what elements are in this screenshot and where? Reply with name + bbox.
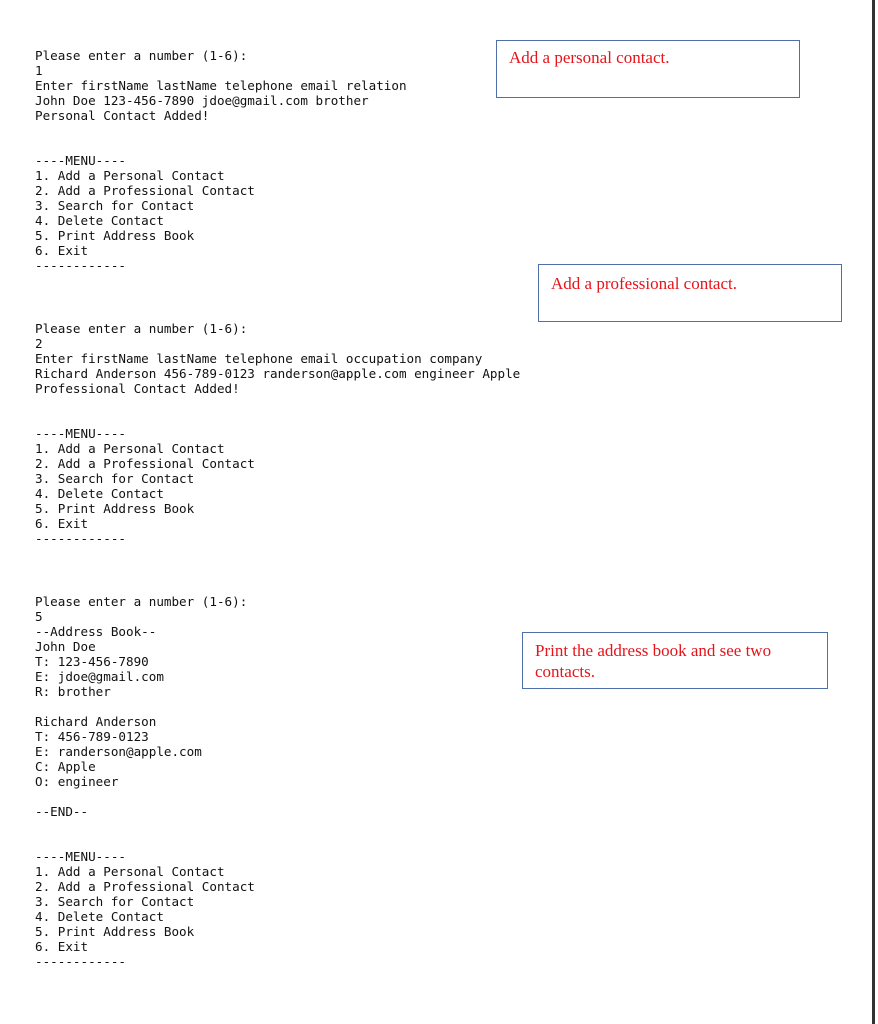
console-session-add-professional: Please enter a number (1-6): 2 Enter firstName lastName telephone email occupation company Richard Anderson 456-789-0123 randerson@apple.com engineer Apple Professional Contact Added! ----MENU---- 1. Add a Personal Contact 2. Add a Professional Contact 3. Search for Contact 4. Delete Contact 5. Print Address Book 6. Exit ------------: [35, 321, 521, 546]
annotation-add-personal-contact: Add a personal contact.: [496, 40, 800, 98]
console-session-add-personal: Please enter a number (1-6): 1 Enter firstName lastName telephone email relation John Doe 123-456-7890 jdoe@gmail.com brother Personal Contact Added! ----MENU---- 1. Add a Personal Contact 2. Add a Professional Contact 3. Search for Contact 4. Delete Contact 5. Print Address Book 6. Exit ------------: [35, 48, 407, 273]
console-session-print-address-book: Please enter a number (1-6): 5 --Address Book-- John Doe T: 123-456-7890 E: jdoe@gmail.com R: brother Richard Anderson T: 456-789-0123 E: randerson@apple.com C: Apple O: engineer --END-- ----MENU---- 1. Add a Personal Contact 2. Add a Professional Contact 3. Search for Contact 4. Delete Contact 5. Print Address Book 6. Exit ------------: [35, 594, 255, 969]
annotation-add-professional-contact: Add a professional contact.: [538, 264, 842, 322]
annotation-print-address-book: Print the address book and see two contacts.: [522, 632, 828, 689]
